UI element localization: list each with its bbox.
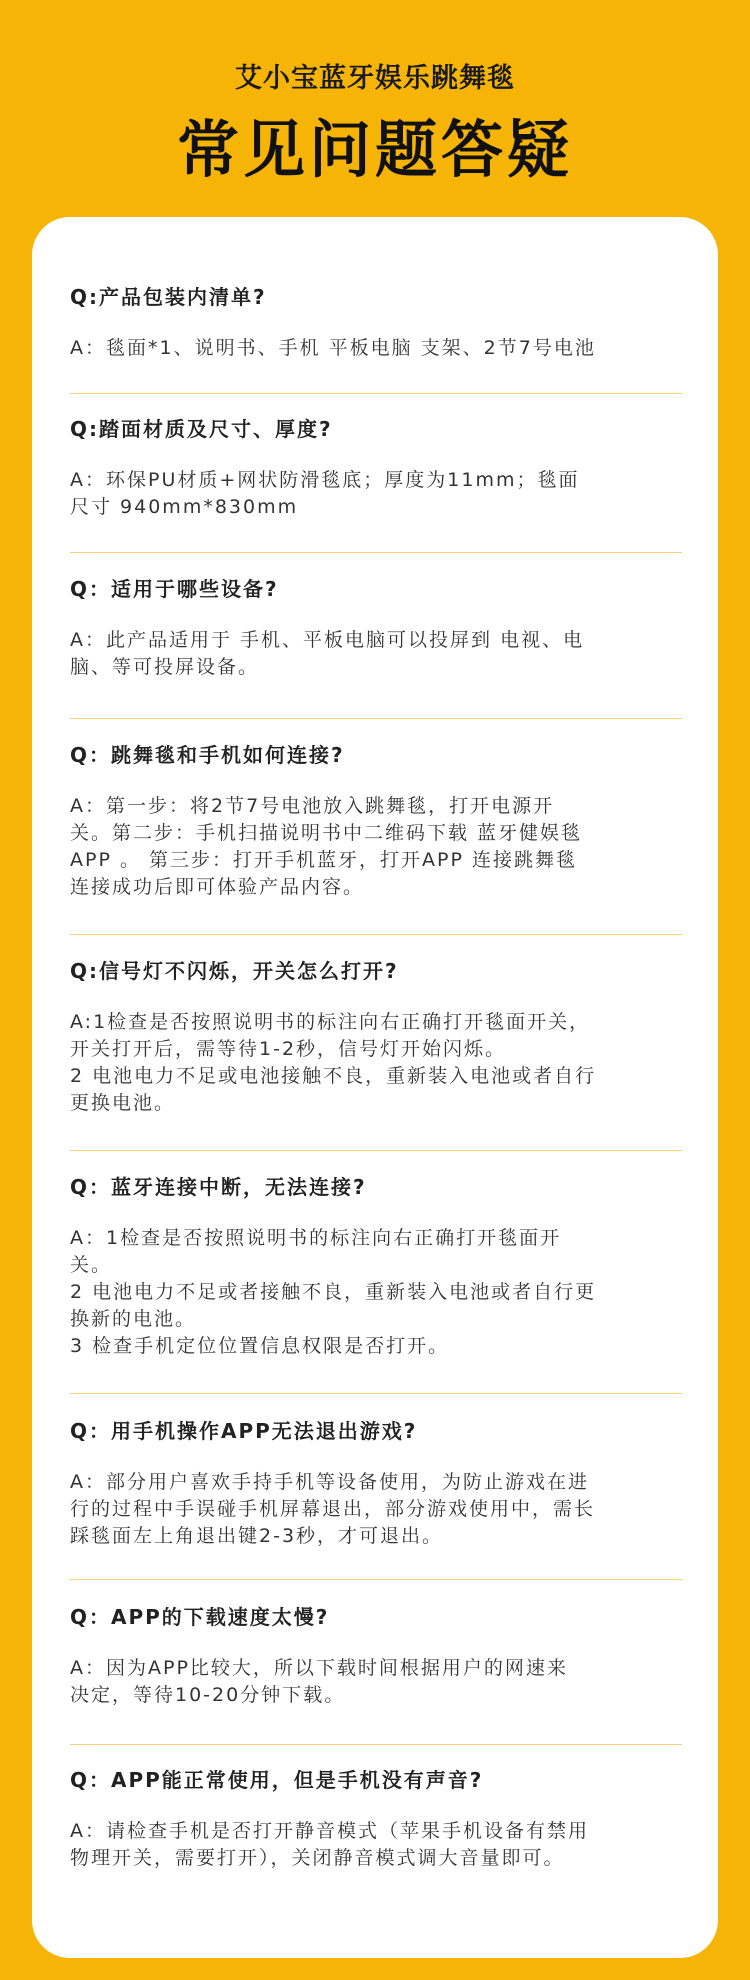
divider <box>70 552 682 553</box>
faq-item <box>70 741 682 901</box>
faq-answer-line: A：部分用户喜欢手持手机等设备使用，为防止游戏在进 <box>70 1471 589 1493</box>
divider <box>70 1744 682 1745</box>
faq-answer-line: A：此产品适用于 手机、平板电脑可以投屏到 电视、电 <box>70 629 585 651</box>
faq-answer-line: A：1检查是否按照说明书的标注向右正确打开毯面开 <box>70 1227 562 1249</box>
faq-question: Q：APP能正常使用，但是手机没有声音? <box>70 1768 484 1792</box>
faq-answer <box>70 467 682 521</box>
faq-answer-line: A：毯面*1、说明书、手机 平板电脑 支架、2节7号电池 <box>70 337 596 359</box>
faq-item <box>70 957 682 1117</box>
faq-question: Q：蓝牙连接中断，无法连接? <box>70 1175 367 1199</box>
faq-question: Q：适用于哪些设备? <box>70 577 279 601</box>
faq-item <box>70 575 682 681</box>
faq-item <box>70 415 682 521</box>
faq-answer-line: 尺寸 940mm*830mm <box>70 496 299 518</box>
faq-answer-line: A：因为APP比较大，所以下载时间根据用户的网速来 <box>70 1657 568 1679</box>
faq-answer-line: A：环保PU材质+网状防滑毯底；厚度为11mm；毯面 <box>70 469 580 491</box>
divider <box>70 718 682 719</box>
faq-answer <box>70 1818 682 1872</box>
divider <box>70 934 682 935</box>
faq-answer-line: A：第一步：将2节7号电池放入跳舞毯，打开电源开 <box>70 795 555 817</box>
faq-answer-line: 踩毯面左上角退出键2-3秒，才可退出。 <box>70 1525 444 1547</box>
faq-answer-line: 2 电池电力不足或电池接触不良，重新装入电池或者自行 <box>70 1065 597 1087</box>
faq-item <box>70 1417 682 1550</box>
faq-item <box>70 1173 682 1360</box>
faq-answer <box>70 335 682 362</box>
faq-answer <box>70 1009 682 1117</box>
faq-item <box>70 1603 682 1709</box>
faq-answer-line: 换新的电池。 <box>70 1308 197 1330</box>
faq-answer-line: 连接成功后即可体验产品内容。 <box>70 876 365 898</box>
header <box>0 0 750 215</box>
faq-answer <box>70 1225 682 1360</box>
divider <box>70 1393 682 1394</box>
faq-answer-line: A:1检查是否按照说明书的标注向右正确打开毯面开关， <box>70 1011 591 1033</box>
divider <box>70 393 682 394</box>
faq-answer-line: 更换电池。 <box>70 1092 176 1114</box>
faq-answer-line: 脑、等可投屏设备。 <box>70 656 260 678</box>
faq-answer-line: 关。 <box>70 1254 113 1276</box>
faq-item <box>70 1766 682 1872</box>
faq-answer <box>70 627 682 681</box>
faq-question: Q:踏面材质及尺寸、厚度? <box>70 417 333 441</box>
faq-answer-line: 2 电池电力不足或者接触不良，重新装入电池或者自行更 <box>70 1281 597 1303</box>
faq-answer-line: 3 检查手机定位位置信息权限是否打开。 <box>70 1335 450 1357</box>
faq-question: Q:产品包装内清单? <box>70 285 267 309</box>
faq-answer <box>70 793 682 901</box>
faq-answer-line: 决定，等待10-20分钟下载。 <box>70 1684 346 1706</box>
faq-answer-line: A：请检查手机是否打开静音模式（苹果手机设备有禁用 <box>70 1820 589 1842</box>
faq-answer-line: 物理开关，需要打开），关闭静音模式调大音量即可。 <box>70 1847 565 1869</box>
faq-answer-line: 关。第二步：手机扫描说明书中二维码下载 蓝牙健娱毯 <box>70 822 583 844</box>
faq-question: Q：APP的下载速度太慢? <box>70 1605 330 1629</box>
faq-card <box>32 217 718 1958</box>
faq-answer-line: APP 。 第三步：打开手机蓝牙，打开APP 连接跳舞毯 <box>70 849 577 871</box>
faq-question: Q：用手机操作APP无法退出游戏? <box>70 1419 418 1443</box>
product-subtitle: 艾小宝蓝牙娱乐跳舞毯 <box>235 63 515 94</box>
faq-question: Q：跳舞毯和手机如何连接? <box>70 743 345 767</box>
page-title: 常见问题答疑 <box>176 113 573 186</box>
faq-answer-line: 行的过程中手误碰手机屏幕退出，部分游戏使用中，需长 <box>70 1498 596 1520</box>
faq-answer-line: 开关打开后，需等待1-2秒，信号灯开始闪烁。 <box>70 1038 507 1060</box>
faq-answer <box>70 1469 682 1550</box>
faq-answer <box>70 1655 682 1709</box>
divider <box>70 1579 682 1580</box>
faq-question: Q:信号灯不闪烁，开关怎么打开? <box>70 959 399 983</box>
faq-item <box>70 283 682 362</box>
divider <box>70 1150 682 1151</box>
